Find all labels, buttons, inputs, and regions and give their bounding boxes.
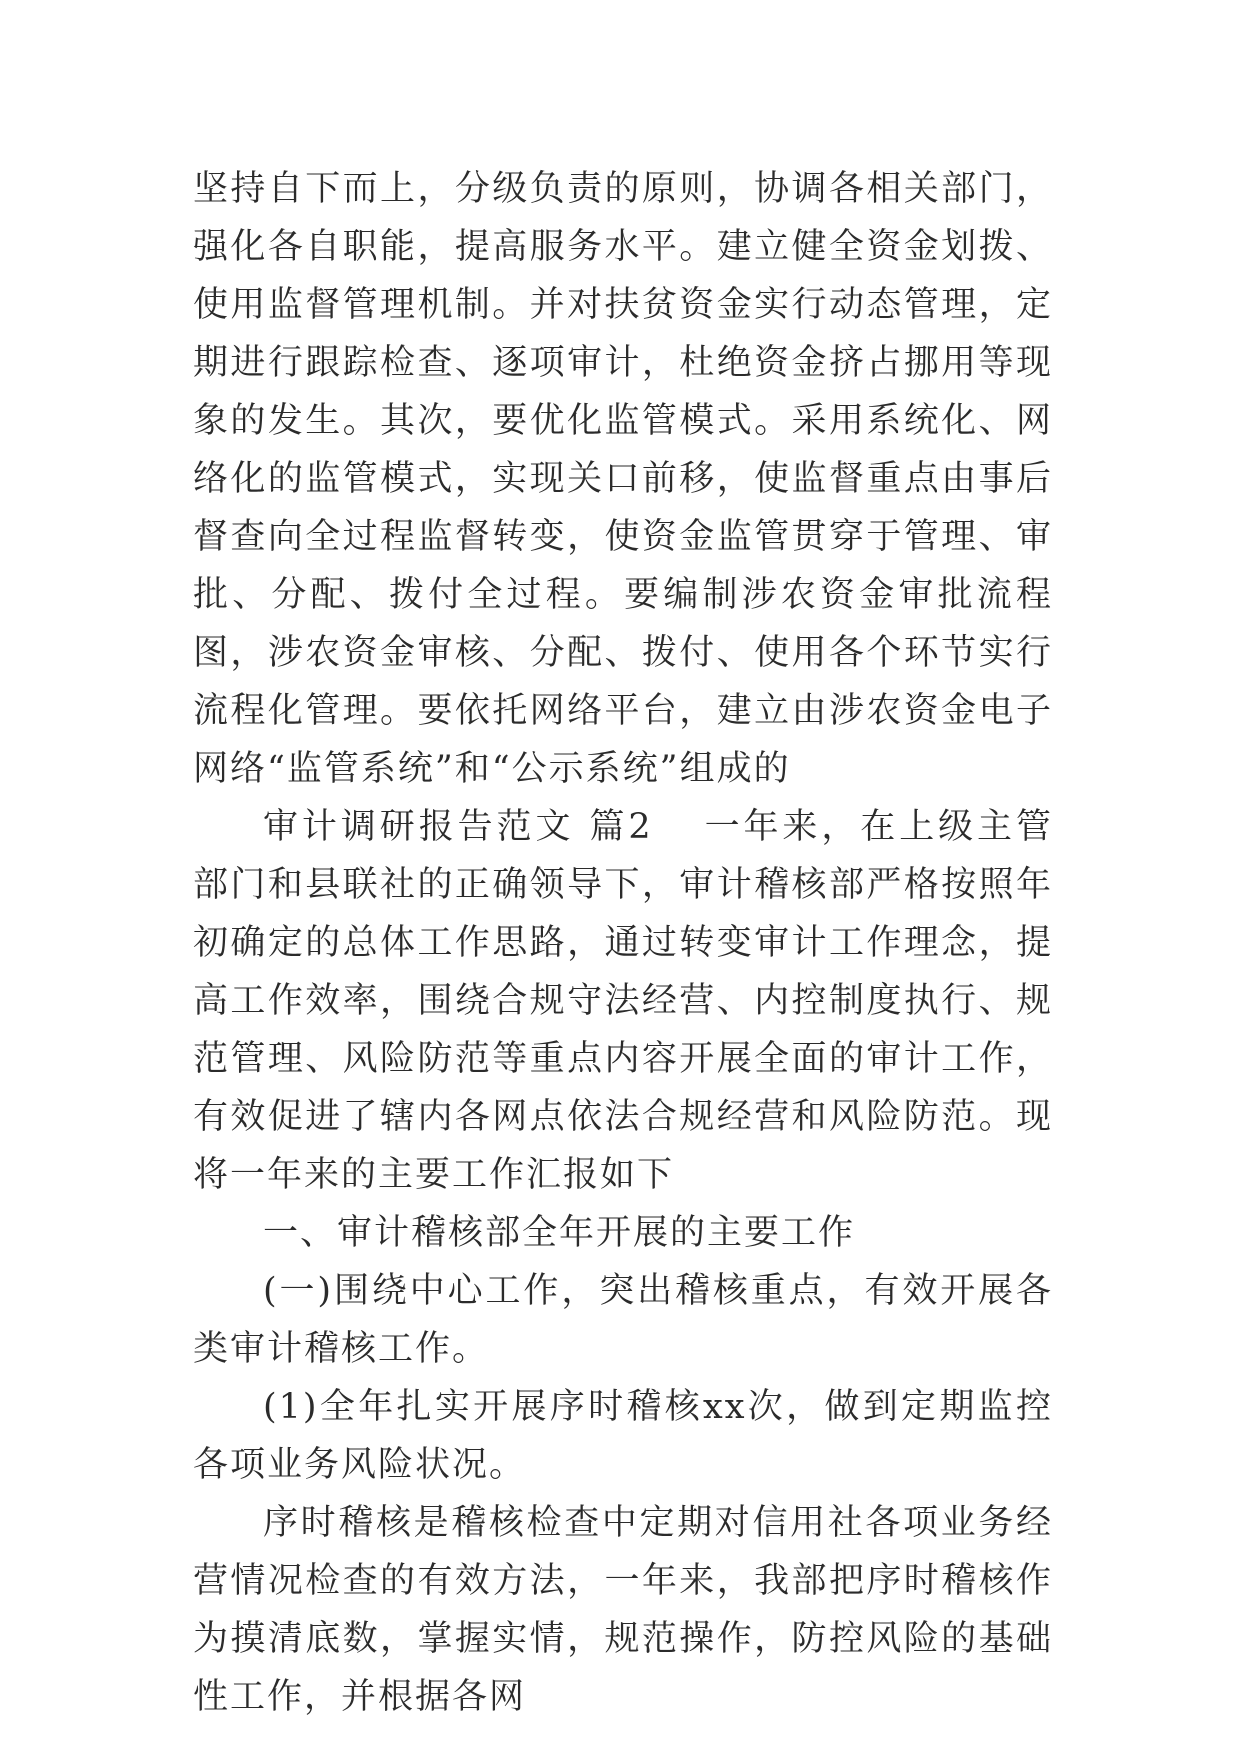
section-intro-text: 一年来，在上级主管部门和县联社的正确领导下，审计稽核部严格按照年初确定的总体工作思路，通过转变审计工作理念，提高工作效率，围绕合规守法经营、内控制度执行、规范管理、风险防范等重点内容开展全面的审计工作，有效促进了辖内各网点依法合规经营和风险防范。现将一年来的主要工作汇报如下 [193, 807, 1053, 1195]
heading-main-work: 一、审计稽核部全年开展的主要工作 [263, 1213, 856, 1253]
subheading-audit-work: (一)围绕中心工作，突出稽核重点，有效开展各类审计稽核工作。 [193, 1271, 1053, 1369]
item-sequential-audit: (1)全年扎实开展序时稽核xx次，做到定期监控各项业务风险状况。 [193, 1387, 1053, 1485]
paragraph-section-2 [193, 798, 1053, 1204]
section-title: 审计调研报告范文 篇2 [263, 807, 653, 847]
document-body [193, 160, 1053, 1726]
paragraph-sequential-audit-detail: 序时稽核是稽核检查中定期对信用社各项业务经营情况检查的有效方法，一年来，我部把序时稽核作为摸清底数，掌握实情，规范操作，防控风险的基础性工作，并根据各网 [193, 1503, 1053, 1717]
paragraph-continuation: 坚持自下而上，分级负责的原则，协调各相关部门，强化各自职能，提高服务水平。建立健全资金划拨、使用监督管理机制。并对扶贫资金实行动态管理，定期进行跟踪检查、逐项审计，杜绝资金挤占挪用等现象的发生。其次，要优化监管模式。采用系统化、网络化的监管模式，实现关口前移，使监督重点由事后督查向全过程监督转变，使资金监管贯穿于管理、审批、分配、拨付全过程。要编制涉农资金审批流程图，涉农资金审核、分配、拨付、使用各个环节实行流程化管理。要依托网络平台，建立由涉农资金电子网络“监管系统”和“公示系统”组成的 [193, 169, 1053, 789]
